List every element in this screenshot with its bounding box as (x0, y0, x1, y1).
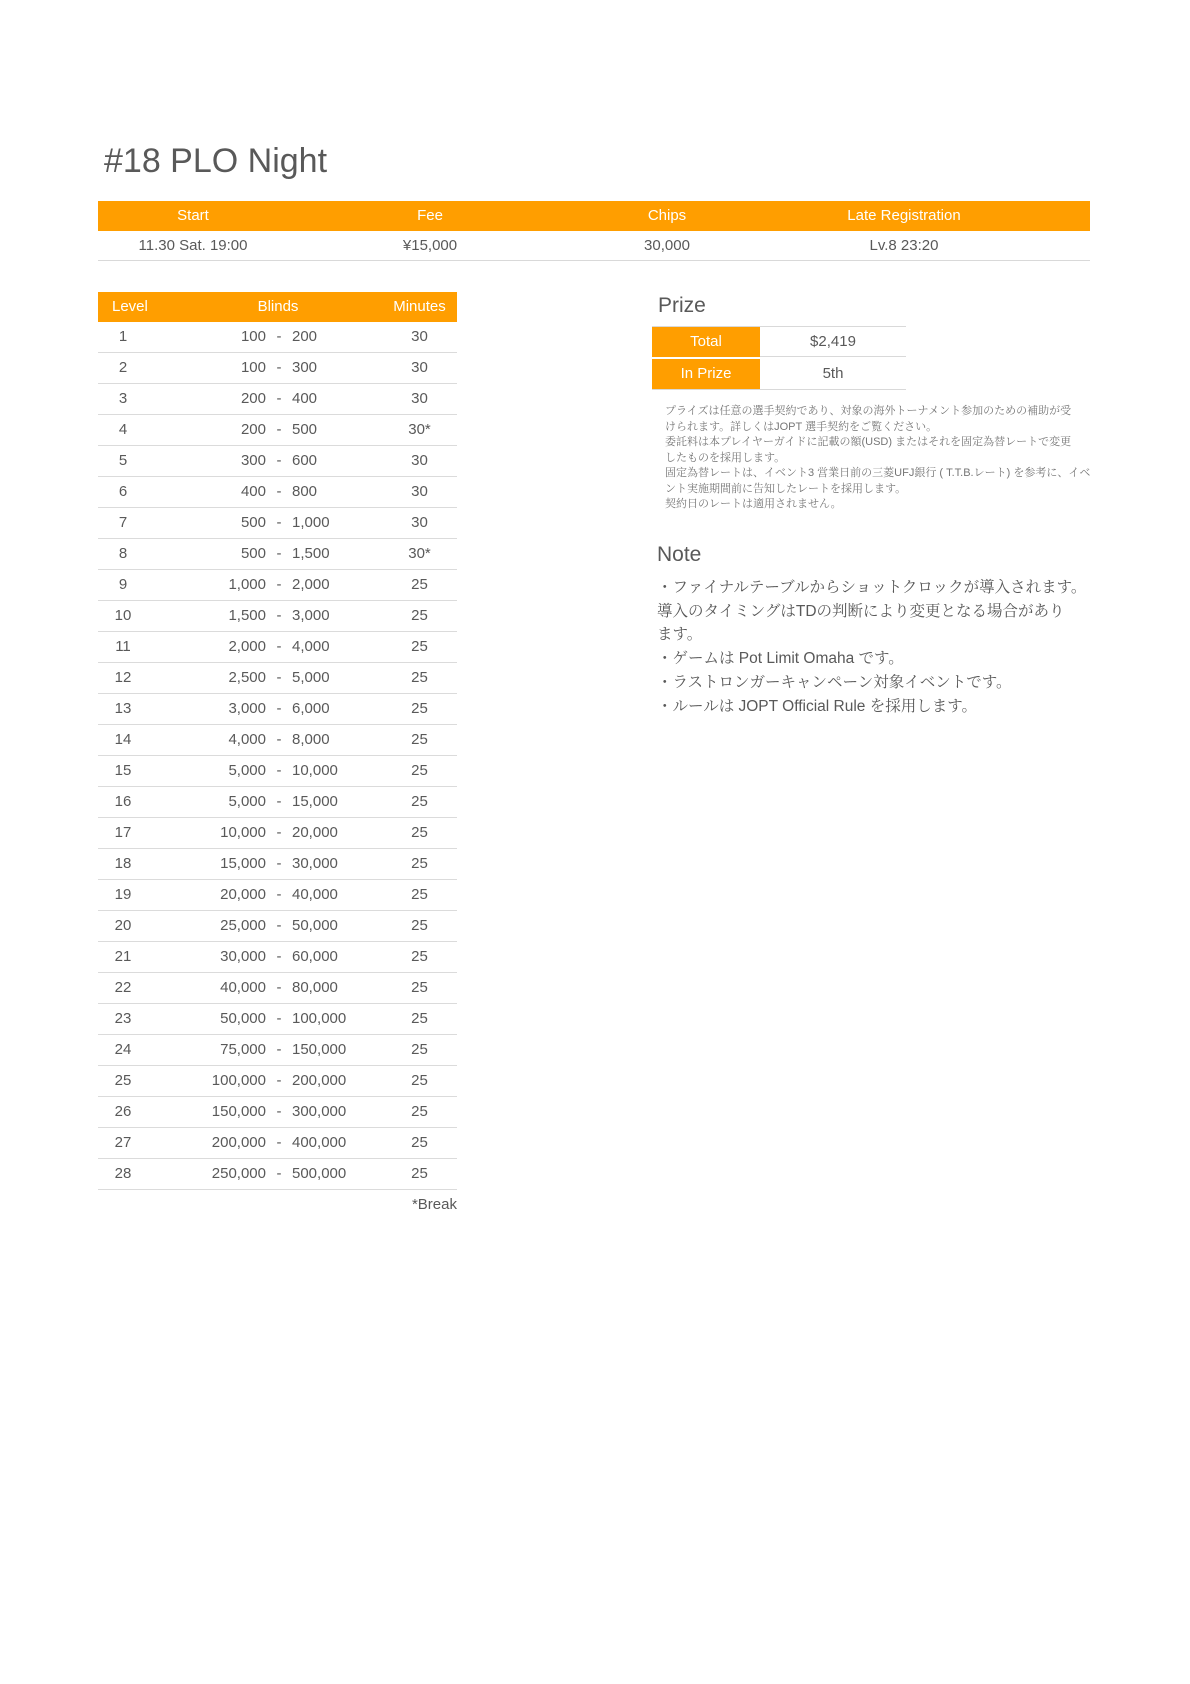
dash-separator: - (276, 979, 282, 996)
level-cell: 18 (114, 855, 132, 872)
big-blind-cell: 30,000 (292, 855, 338, 872)
dash-separator: - (276, 452, 282, 469)
level-cell: 27 (114, 1134, 132, 1151)
level-cell: 16 (114, 793, 132, 810)
level-cell: 21 (114, 948, 132, 965)
header-minutes: Minutes (393, 298, 446, 315)
level-cell: 15 (114, 762, 132, 779)
big-blind-cell: 100,000 (292, 1010, 347, 1027)
big-blind-cell: 8,000 (292, 731, 330, 748)
minutes-cell: 30 (411, 328, 428, 345)
small-blind-cell: 100 (240, 328, 266, 345)
small-blind-cell: 10,000 (220, 824, 266, 841)
big-blind-cell: 5,000 (292, 669, 330, 686)
level-cell: 20 (114, 917, 132, 934)
dash-separator: - (276, 607, 282, 624)
small-blind-cell: 100 (240, 359, 266, 376)
prize-row (652, 359, 906, 389)
minutes-cell: 30* (408, 545, 431, 562)
dash-separator: - (276, 1072, 282, 1089)
note-line: ・ラストロンガーキャンペーン対象イベントです。 (657, 673, 1012, 691)
minutes-cell: 25 (411, 1072, 428, 1089)
dash-separator: - (276, 731, 282, 748)
minutes-cell: 25 (411, 948, 428, 965)
table-row (98, 446, 457, 477)
big-blind-cell: 2,000 (292, 576, 330, 593)
note-list (657, 576, 1086, 718)
table-row (98, 477, 457, 508)
prize-row (652, 327, 906, 357)
header-level: Level (112, 298, 148, 315)
info-label-late-registration: Late Registration (847, 207, 961, 224)
blinds-table-header (98, 292, 457, 322)
dash-separator: - (276, 514, 282, 531)
small-blind-cell: 1,500 (228, 607, 266, 624)
prize-row-label: Total (652, 327, 760, 357)
prize-section-title: Prize (658, 294, 706, 317)
dash-separator: - (276, 576, 282, 593)
small-blind-cell: 300 (240, 452, 266, 469)
minutes-cell: 25 (411, 762, 428, 779)
small-blind-cell: 500 (240, 545, 266, 562)
dash-separator: - (276, 1103, 282, 1120)
minutes-cell: 30 (411, 359, 428, 376)
prize-row-label: In Prize (652, 359, 760, 389)
minutes-cell: 25 (411, 917, 428, 934)
big-blind-cell: 3,000 (292, 607, 330, 624)
level-cell: 26 (114, 1103, 132, 1120)
dash-separator: - (276, 700, 282, 717)
info-label-chips: Chips (647, 207, 687, 224)
page-title: #18 PLO Night (104, 142, 328, 180)
prize-row-value: $2,419 (760, 327, 906, 357)
table-row (98, 1128, 457, 1159)
table-row (98, 787, 457, 818)
minutes-cell: 25 (411, 669, 428, 686)
minutes-cell: 25 (411, 979, 428, 996)
table-row (98, 818, 457, 849)
table-row (98, 539, 457, 570)
big-blind-cell: 40,000 (292, 886, 338, 903)
dash-separator: - (276, 1165, 282, 1182)
minutes-cell: 30* (408, 421, 431, 438)
fine-print-line: ント実施期間前に告知したレートを採用します。 (665, 482, 907, 495)
big-blind-cell: 150,000 (292, 1041, 347, 1058)
dash-separator: - (276, 886, 282, 903)
small-blind-cell: 200,000 (211, 1134, 266, 1151)
small-blind-cell: 5,000 (228, 762, 266, 779)
small-blind-cell: 500 (240, 514, 266, 531)
small-blind-cell: 2,000 (228, 638, 266, 655)
dash-separator: - (276, 948, 282, 965)
table-row (98, 942, 457, 973)
dash-separator: - (276, 793, 282, 810)
level-cell: 23 (114, 1010, 132, 1027)
small-blind-cell: 4,000 (228, 731, 266, 748)
small-blind-cell: 15,000 (220, 855, 266, 872)
table-row (98, 911, 457, 942)
level-cell: 7 (118, 514, 128, 531)
level-cell: 3 (118, 390, 128, 407)
table-row (98, 384, 457, 415)
small-blind-cell: 20,000 (220, 886, 266, 903)
level-cell: 25 (114, 1072, 132, 1089)
fine-print-line: 契約日のレートは適用されません。 (665, 498, 842, 510)
table-row (98, 353, 457, 384)
minutes-cell: 30 (411, 452, 428, 469)
level-cell: 19 (114, 886, 132, 903)
dash-separator: - (276, 421, 282, 438)
minutes-cell: 30 (411, 514, 428, 531)
dash-separator: - (276, 390, 282, 407)
small-blind-cell: 5,000 (228, 793, 266, 810)
minutes-cell: 25 (411, 700, 428, 717)
level-cell: 10 (114, 607, 132, 624)
small-blind-cell: 150,000 (211, 1103, 266, 1120)
table-row (98, 880, 457, 911)
level-cell: 2 (118, 359, 128, 376)
small-blind-cell: 250,000 (211, 1165, 266, 1182)
table-row (98, 632, 457, 663)
minutes-cell: 25 (411, 731, 428, 748)
note-line: ・ルールは JOPT Official Rule を採用します。 (657, 697, 977, 715)
blinds-table-body (98, 322, 457, 1190)
big-blind-cell: 60,000 (292, 948, 338, 965)
big-blind-cell: 800 (292, 483, 318, 500)
fine-print-line: 委託料は本プレイヤーガイドに記載の額(USD) またはそれを固定為替レートで変更 (665, 436, 1072, 448)
minutes-cell: 25 (411, 576, 428, 593)
info-header-bar (98, 201, 1090, 231)
level-cell: 8 (118, 545, 128, 562)
prize-fine-print (665, 404, 1090, 513)
big-blind-cell: 600 (292, 452, 318, 469)
dash-separator: - (276, 328, 282, 345)
level-cell: 13 (114, 700, 132, 717)
small-blind-cell: 200 (240, 390, 266, 407)
minutes-cell: 25 (411, 638, 428, 655)
table-row (98, 663, 457, 694)
table-row (98, 322, 457, 353)
dash-separator: - (276, 762, 282, 779)
big-blind-cell: 200 (292, 328, 318, 345)
table-row (98, 601, 457, 632)
level-cell: 5 (118, 452, 128, 469)
big-blind-cell: 400 (292, 390, 318, 407)
big-blind-cell: 500 (292, 421, 318, 438)
minutes-cell: 25 (411, 855, 428, 872)
dash-separator: - (276, 824, 282, 841)
minutes-cell: 30 (411, 390, 428, 407)
table-row (98, 1159, 457, 1190)
info-value-start: 11.30 Sat. 19:00 (138, 237, 248, 254)
small-blind-cell: 400 (240, 483, 266, 500)
minutes-cell: 25 (411, 607, 428, 624)
table-row (98, 1035, 457, 1066)
table-row (98, 849, 457, 880)
big-blind-cell: 500,000 (292, 1165, 347, 1182)
big-blind-cell: 1,500 (292, 545, 330, 562)
fine-print-line: 固定為替レートは、イベント3 営業日前の三菱UFJ銀行 ( T.T.B.レート) を参考に、イベ (665, 467, 1091, 479)
dash-separator: - (276, 359, 282, 376)
dash-separator: - (276, 483, 282, 500)
table-row (98, 570, 457, 601)
big-blind-cell: 6,000 (292, 700, 330, 717)
minutes-cell: 25 (411, 1165, 428, 1182)
table-row (98, 725, 457, 756)
minutes-cell: 25 (411, 886, 428, 903)
minutes-cell: 25 (411, 1041, 428, 1058)
info-values-row (98, 231, 1090, 261)
minutes-cell: 25 (411, 824, 428, 841)
big-blind-cell: 300 (292, 359, 318, 376)
big-blind-cell: 4,000 (292, 638, 330, 655)
big-blind-cell: 15,000 (292, 793, 338, 810)
big-blind-cell: 10,000 (292, 762, 338, 779)
table-row (98, 973, 457, 1004)
level-cell: 24 (114, 1041, 132, 1058)
note-line: ・ファイナルテーブルからショットクロックが導入されます。 (657, 579, 1087, 596)
level-cell: 28 (114, 1165, 132, 1182)
minutes-cell: 25 (411, 1103, 428, 1120)
table-row (98, 694, 457, 725)
table-row (98, 1097, 457, 1128)
fine-print-line: プライズは任意の選手契約であり、対象の海外トーナメント参加のための補助が受 (665, 405, 1072, 417)
table-row (98, 415, 457, 446)
minutes-cell: 30 (411, 483, 428, 500)
table-row (98, 1066, 457, 1097)
break-footnote: *Break (411, 1196, 457, 1213)
note-line: ・ゲームは Pot Limit Omaha です。 (657, 650, 904, 668)
big-blind-cell: 20,000 (292, 824, 338, 841)
big-blind-cell: 50,000 (292, 917, 338, 934)
fine-print-line: けられます。詳しくはJOPT 選手契約をご覧ください。 (665, 420, 938, 433)
small-blind-cell: 2,500 (228, 669, 266, 686)
big-blind-cell: 300,000 (292, 1103, 347, 1120)
dash-separator: - (276, 638, 282, 655)
info-value-fee: ¥15,000 (402, 237, 458, 254)
small-blind-cell: 75,000 (220, 1041, 266, 1058)
level-cell: 6 (118, 483, 128, 500)
prize-row-value: 5th (822, 365, 844, 382)
small-blind-cell: 200 (240, 421, 266, 438)
big-blind-cell: 1,000 (292, 514, 330, 531)
level-cell: 11 (115, 638, 131, 655)
small-blind-cell: 100,000 (211, 1072, 266, 1089)
dash-separator: - (276, 855, 282, 872)
dash-separator: - (276, 1010, 282, 1027)
level-cell: 9 (118, 576, 128, 593)
big-blind-cell: 400,000 (292, 1134, 347, 1151)
dash-separator: - (276, 1041, 282, 1058)
prize-table (652, 326, 906, 390)
fine-print-line: したものを採用します。 (665, 451, 786, 464)
level-cell: 4 (118, 421, 128, 438)
level-cell: 22 (114, 979, 132, 996)
dash-separator: - (276, 917, 282, 934)
dash-separator: - (276, 1134, 282, 1151)
minutes-cell: 25 (411, 793, 428, 810)
small-blind-cell: 1,000 (228, 576, 266, 593)
table-row (98, 1004, 457, 1035)
table-row (98, 508, 457, 539)
header-blinds: Blinds (257, 298, 299, 315)
dash-separator: - (276, 545, 282, 562)
note-line: 導入のタイミングはTDの判断により変更となる場合があり (657, 602, 1065, 620)
small-blind-cell: 25,000 (220, 917, 266, 934)
info-value-late-registration: Lv.8 23:20 (869, 237, 939, 254)
table-row (98, 756, 457, 787)
blinds-table (98, 292, 457, 1190)
minutes-cell: 25 (411, 1010, 428, 1027)
info-label-fee: Fee (417, 207, 443, 224)
big-blind-cell: 200,000 (292, 1072, 347, 1089)
small-blind-cell: 30,000 (220, 948, 266, 965)
info-value-chips: 30,000 (644, 237, 690, 254)
small-blind-cell: 50,000 (220, 1010, 266, 1027)
note-section-title: Note (657, 543, 702, 566)
minutes-cell: 25 (411, 1134, 428, 1151)
small-blind-cell: 40,000 (220, 979, 266, 996)
level-cell: 14 (114, 731, 132, 748)
small-blind-cell: 3,000 (228, 700, 266, 717)
info-label-start: Start (177, 207, 209, 224)
level-cell: 1 (118, 328, 128, 345)
level-cell: 17 (114, 824, 132, 841)
note-line: ます。 (657, 626, 703, 644)
level-cell: 12 (114, 669, 132, 686)
dash-separator: - (276, 669, 282, 686)
big-blind-cell: 80,000 (292, 979, 338, 996)
